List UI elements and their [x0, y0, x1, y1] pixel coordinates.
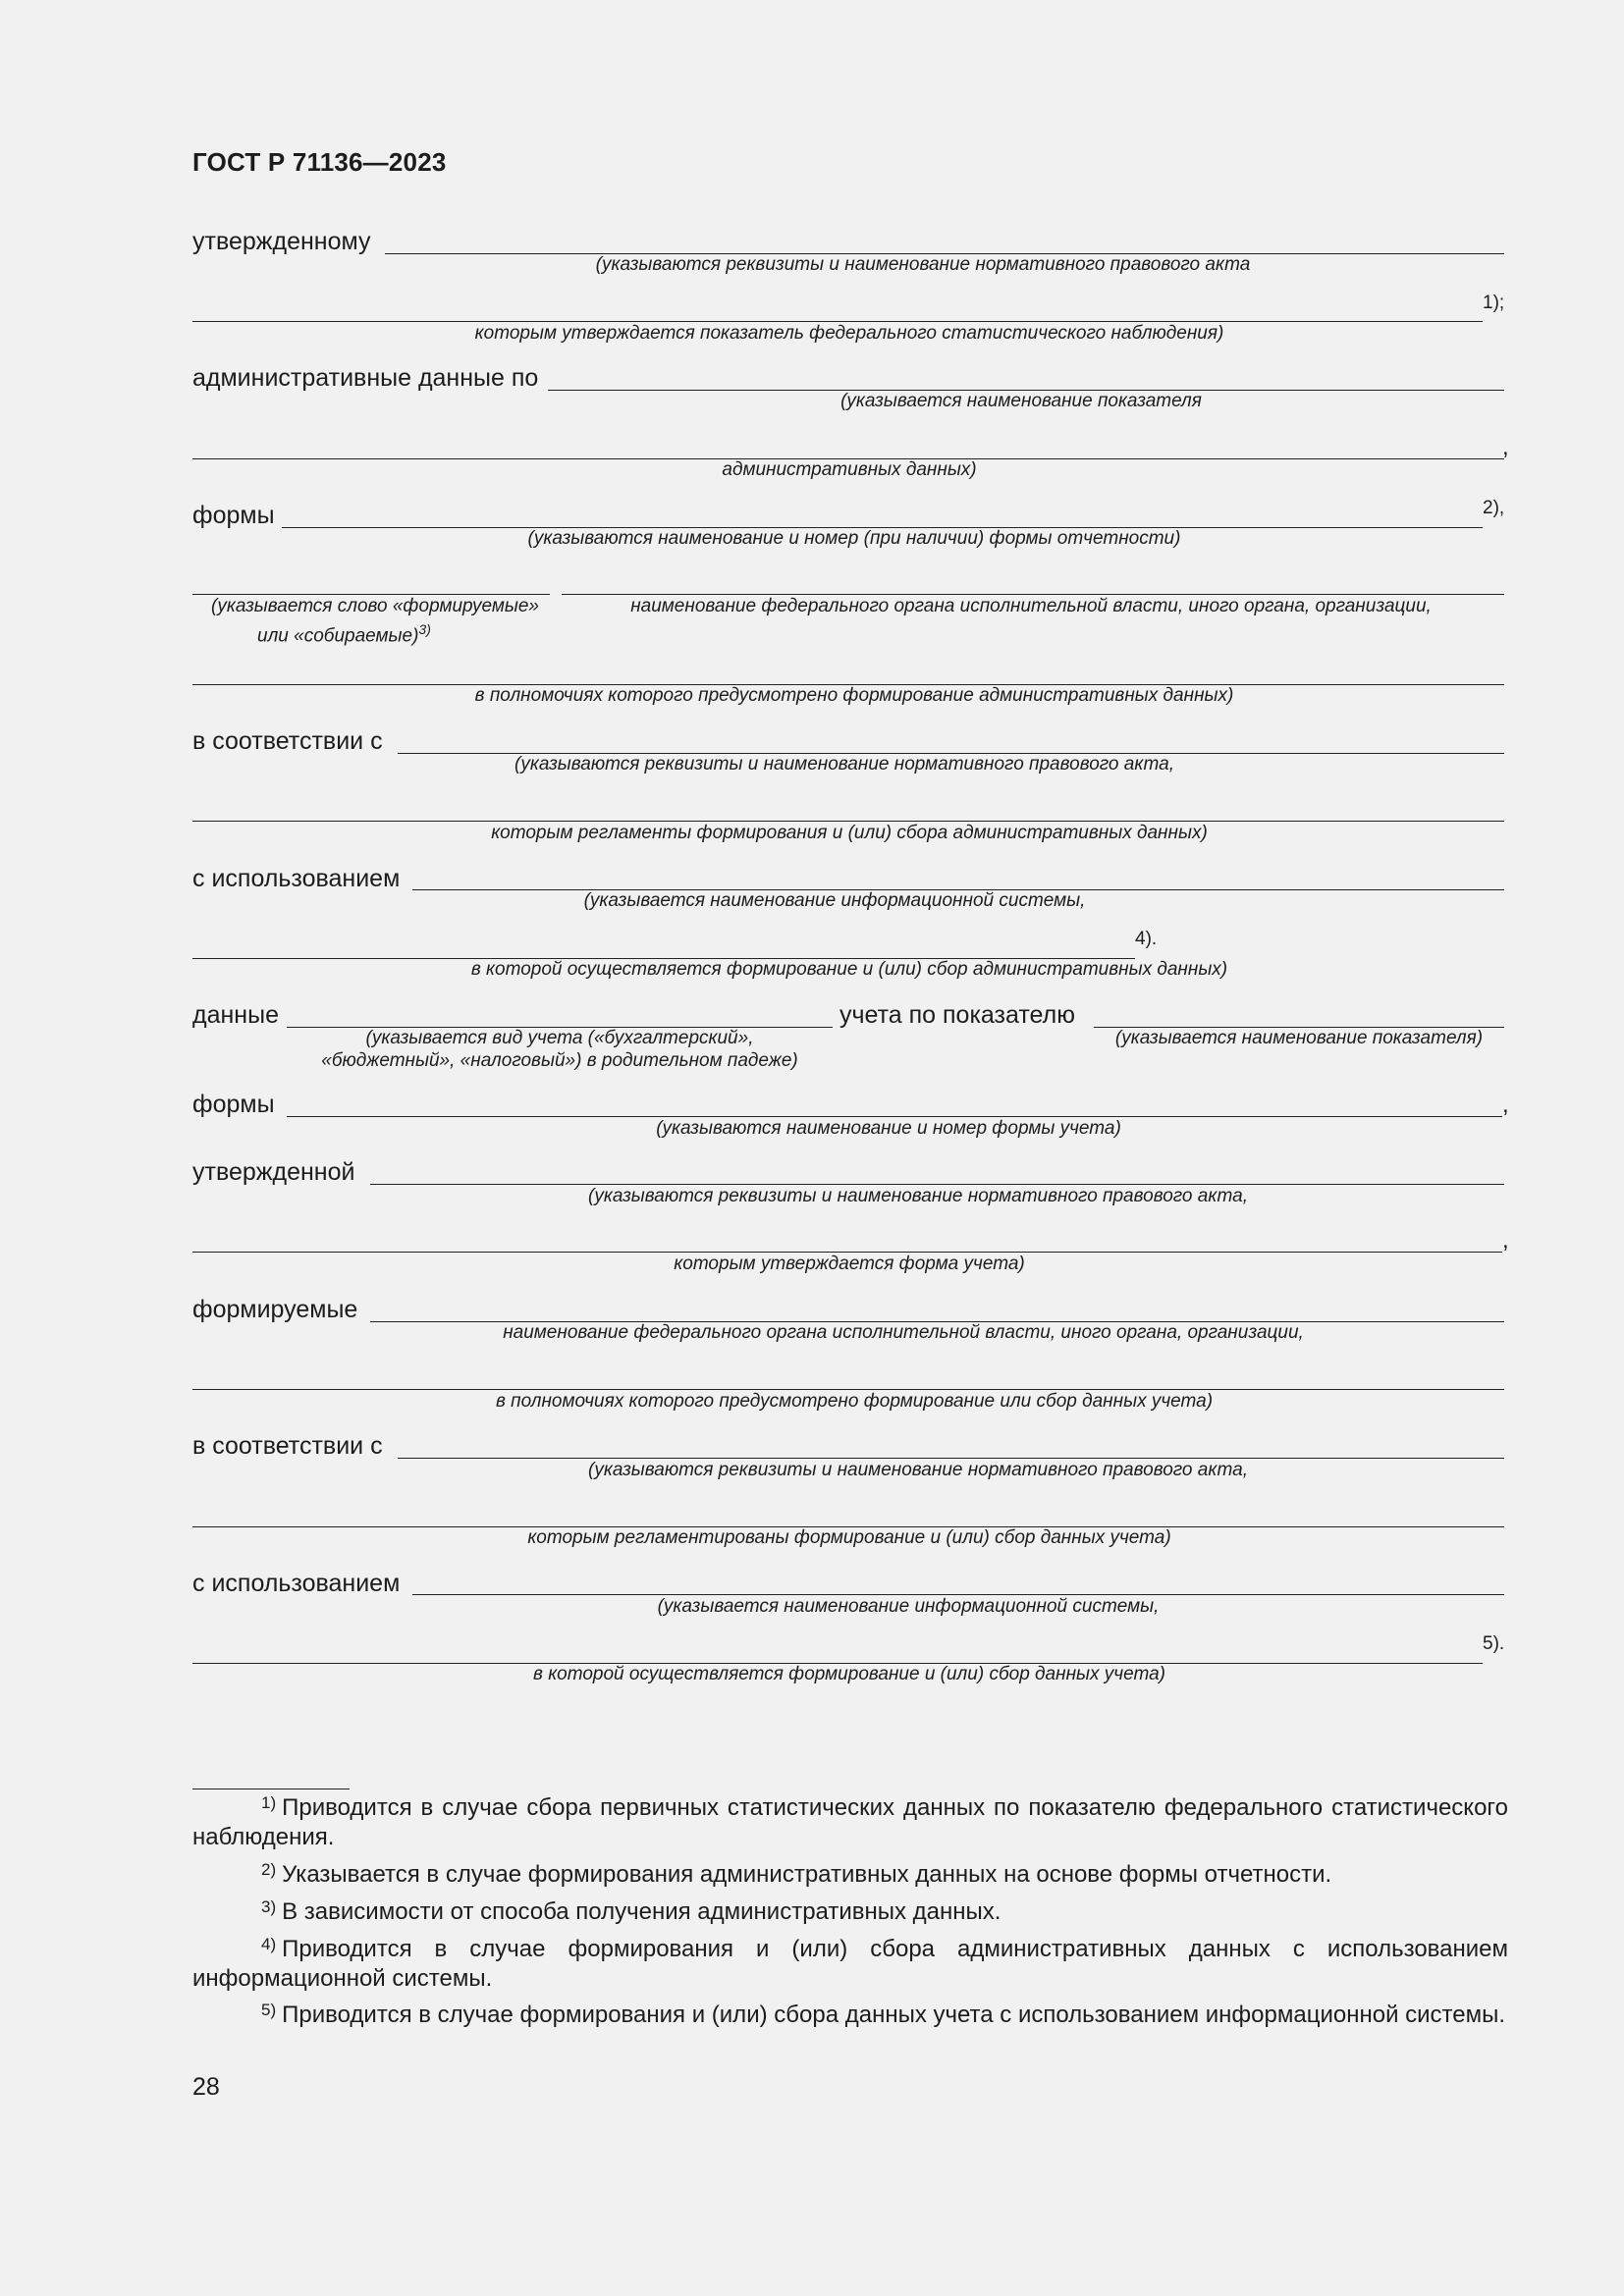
- field-caption: (указываются реквизиты и наименование нормативного правового акта: [595, 254, 1251, 275]
- fill-line: [192, 1252, 1502, 1253]
- field-caption: наименование федерального органа исполнительной власти, иного органа, организации,: [630, 596, 1432, 616]
- field-caption: (указывается наименование показателя: [840, 391, 1202, 411]
- label-data: данные: [192, 1001, 279, 1029]
- fill-line: [398, 1458, 1504, 1459]
- fill-line: [192, 321, 1483, 322]
- field-caption: (указывается вид учета («бухгалтерский»,: [365, 1028, 754, 1048]
- footnote-ref: 2),: [1483, 498, 1505, 518]
- field-caption: (указывается наименование информационной системы,: [583, 890, 1086, 911]
- label-accounting-indicator: учета по показателю: [839, 1001, 1075, 1029]
- field-caption: наименование федерального органа исполнительной власти, иного органа, организации,: [503, 1322, 1304, 1343]
- fill-line: [192, 1389, 1504, 1390]
- fill-line: [562, 594, 1504, 595]
- label-using: с использованием: [192, 865, 401, 892]
- field-caption: (указываются реквизиты и наименование нормативного правового акта,: [588, 1186, 1248, 1206]
- field-caption: в полномочиях которого предусмотрено формирование административных данных): [474, 685, 1234, 706]
- footnote: $^{1)}$ Приводится в случае сбора первичных статистических данных по показателю федерального статистического наблюдения.: [192, 1793, 1508, 1850]
- footnote-ref: 5).: [1483, 1633, 1505, 1654]
- label-admin-data: административные данные по: [192, 364, 539, 392]
- field-caption: «бюджетный», «налоговый») в родительном падеже): [321, 1050, 798, 1071]
- punctuation: ,: [1502, 1227, 1509, 1254]
- field-caption: в которой осуществляется формирование и (или) сбор данных учета): [533, 1664, 1165, 1684]
- field-caption: (указывается наименование показателя): [1114, 1028, 1484, 1048]
- field-caption: которым регламентированы формирование и (или) сбор данных учета): [527, 1527, 1171, 1548]
- fill-line: [287, 1116, 1502, 1117]
- label-formed: формируемые: [192, 1296, 358, 1323]
- field-caption: (указываются реквизиты и наименование нормативного правового акта,: [514, 754, 1174, 774]
- label-form: формы: [192, 502, 275, 529]
- footnote-ref: 4).: [1135, 929, 1158, 949]
- label-approved: утвержденному: [192, 228, 371, 255]
- punctuation: ,: [1502, 434, 1509, 460]
- field-caption: которым регламенты формирования и (или) сбора административных данных): [491, 823, 1208, 843]
- page-number: 28: [192, 2073, 220, 2101]
- fill-line: [370, 1184, 1504, 1185]
- footnote: $^{5)}$ Приводится в случае формирования и (или) сбора данных учета с использованием информационной системы.: [261, 2001, 1506, 2028]
- field-caption: в полномочиях которого предусмотрено формирование или сбор данных учета): [495, 1391, 1214, 1412]
- label-in-accordance: в соответствии с: [192, 727, 383, 755]
- footnote: $^{4)}$ Приводится в случае формирования и (или) сбора административных данных с использованием информационной системы.: [192, 1935, 1508, 1992]
- field-caption: (указываются наименование и номер (при наличии) формы отчетности): [527, 528, 1181, 549]
- field-caption: (указывается наименование информационной системы,: [657, 1596, 1160, 1617]
- footnote: $^{2)}$ Указывается в случае формирования административных данных на основе формы отчетности.: [261, 1860, 1332, 1888]
- field-caption: административных данных): [722, 459, 977, 480]
- footnote-ref: 1);: [1483, 293, 1505, 313]
- field-caption: (указываются наименование и номер формы учета): [656, 1118, 1121, 1139]
- label-using: с использованием: [192, 1570, 401, 1597]
- label-form: формы: [192, 1091, 275, 1118]
- document-header: ГОСТ Р 71136—2023: [192, 147, 447, 177]
- field-caption: (указываются реквизиты и наименование нормативного правового акта,: [588, 1460, 1248, 1480]
- field-caption: которым утверждается форма учета): [674, 1254, 1025, 1274]
- field-caption: которым утверждается показатель федерального статистического наблюдения): [474, 323, 1224, 344]
- footnote: $^{3)}$ В зависимости от способа получения административных данных.: [261, 1897, 1001, 1925]
- label-in-accordance: в соответствии с: [192, 1432, 383, 1460]
- fill-line: [192, 594, 550, 595]
- label-approved-f: утвержденной: [192, 1158, 355, 1186]
- field-caption: в которой осуществляется формирование и (или) сбор административных данных): [470, 959, 1228, 980]
- punctuation: ,: [1502, 1092, 1509, 1118]
- fill-line: [412, 1594, 1504, 1595]
- fill-line: [192, 821, 1504, 822]
- field-caption: или «собираемые)$^{3)}$: [257, 621, 431, 647]
- field-caption: (указывается слово «формируемые»: [211, 596, 539, 616]
